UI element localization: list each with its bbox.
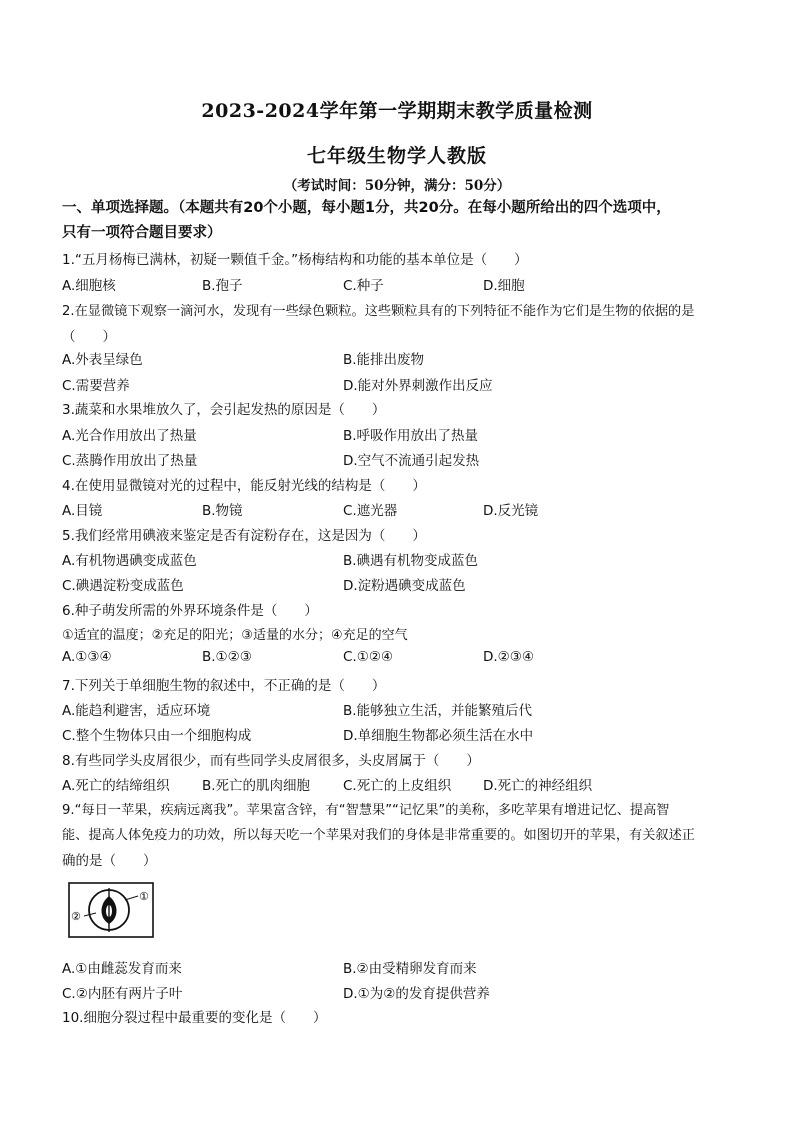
question-1-stem: 1.“五月杨梅已满林，初疑一颗值千金。”杨梅结构和功能的基本单位是（ ） [62, 252, 528, 268]
question-7-option-b: B.能够独立生活，并能繁殖后代 [343, 703, 533, 719]
question-9-option-d: D.①为②的发育提供营养 [343, 986, 490, 1002]
question-3-option-c: C.蒸腾作用放出了热量 [62, 453, 198, 469]
question-3-stem: 3.蔬菜和水果堆放久了，会引起发热的原因是（ ） [62, 402, 386, 418]
question-9-option-b: B.②由受精卵发育而来 [343, 961, 477, 977]
question-4-option-a: A.目镜 [62, 503, 103, 519]
question-2-option-b: B.能排出废物 [343, 352, 425, 368]
figure-label-1: ① [139, 890, 149, 903]
question-5-stem: 5.我们经常用碘液来鉴定是否有淀粉存在，这是因为（ ） [62, 528, 426, 544]
question-9-option-a: A.①由雌蕊发育而来 [62, 961, 182, 977]
question-6-stem: 6.种子萌发所需的外界环境条件是（ ） [62, 603, 318, 619]
exam-info: （考试时间：50分钟，满分：50分） [283, 178, 511, 194]
question-2-stem-line1: 2.在显微镜下观察一滴河水，发现有一些绿色颗粒。这些颗粒具有的下列特征不能作为它们是生物的依据的是 [62, 304, 695, 319]
exam-title: 2023-2024学年第一学期期末教学质量检测 [201, 100, 593, 122]
question-6-option-b: B.①②③ [202, 649, 252, 665]
question-1-option-a: A.细胞核 [62, 278, 116, 294]
question-7-option-a: A.能趋利避害，适应环境 [62, 703, 211, 719]
question-6-option-c: C.①②④ [343, 649, 394, 665]
question-5-option-d: D.淀粉遇碘变成蓝色 [343, 578, 466, 594]
question-3-option-d: D.空气不流通引起发热 [343, 453, 480, 469]
question-9-stem-line2: 能、提高人体免疫力的功效，所以每天吃一个苹果对我们的身体是非常重要的。如图切开的苹果，有关叙述正 [62, 828, 695, 843]
section-heading [62, 196, 742, 246]
question-8-option-a: A.死亡的结缔组织 [62, 778, 170, 794]
question-4-option-c: C.遮光器 [343, 503, 398, 519]
question-3-option-b: B.呼吸作用放出了热量 [343, 428, 479, 444]
question-9-stem-line1: 9.“每日一苹果，疾病远离我”。苹果富含锌，有“智慧果”“记忆果”的美称，多吃苹果有增进记忆、提高智 [62, 803, 670, 818]
question-5-option-a: A.有机物遇碘变成蓝色 [62, 553, 197, 569]
question-7-stem: 7.下列关于单细胞生物的叙述中，不正确的是（ ） [62, 678, 386, 694]
apple-cross-section-figure [66, 880, 156, 940]
question-2-option-c: C.需要营养 [62, 378, 130, 394]
question-5-option-c: C.碘遇淀粉变成蓝色 [62, 578, 184, 594]
question-2-stem-line2: （ ） [62, 329, 116, 345]
exam-subtitle: 七年级生物学人教版 [306, 145, 487, 167]
question-9-stem-line3: 确的是（ ） [62, 853, 157, 869]
question-4-stem: 4.在使用显微镜对光的过程中，能反射光线的结构是（ ） [62, 478, 426, 494]
question-8-option-d: D.死亡的神经组织 [483, 778, 593, 794]
question-8-option-c: C.死亡的上皮组织 [343, 778, 452, 794]
question-6-option-d: D.②③④ [483, 649, 534, 665]
question-6-option-a: A.①③④ [62, 649, 112, 665]
question-8-stem: 8.有些同学头皮屑很少，而有些同学头皮屑很多，头皮屑属于（ ） [62, 753, 480, 769]
question-3-option-a: A.光合作用放出了热量 [62, 428, 197, 444]
question-8-option-b: B.死亡的肌肉细胞 [202, 778, 311, 794]
question-1-option-b: B.孢子 [202, 278, 243, 294]
pointer-line-1 [125, 896, 138, 900]
question-1-option-d: D.细胞 [483, 278, 525, 294]
question-5-option-b: B.碘遇有机物变成蓝色 [343, 553, 479, 569]
question-1-option-c: C.种子 [343, 278, 384, 294]
section-heading-line2: 只有一项符合题目要求） [62, 225, 222, 241]
question-7-option-d: D.单细胞生物都必须生活在水中 [343, 728, 534, 744]
question-9-option-c: C.②内胚有两片子叶 [62, 986, 183, 1002]
question-2-option-d: D.能对外界刺激作出反应 [343, 378, 493, 394]
question-7-option-c: C.整个生物体只由一个细胞构成 [62, 728, 252, 744]
figure-label-2: ② [71, 910, 81, 923]
question-4-option-d: D.反光镜 [483, 503, 539, 519]
question-4-option-b: B.物镜 [202, 503, 243, 519]
question-6-conditions: ①适宜的温度；②充足的阳光；③适量的水分；④充足的空气 [62, 628, 408, 643]
question-10-stem: 10.细胞分裂过程中最重要的变化是（ ） [62, 1010, 327, 1026]
section-heading-line1: 一、单项选择题。（本题共有20个小题，每小题1分，共20分。在每小题所给出的四个选项中， [62, 200, 671, 216]
question-2-option-a: A.外表呈绿色 [62, 352, 143, 368]
